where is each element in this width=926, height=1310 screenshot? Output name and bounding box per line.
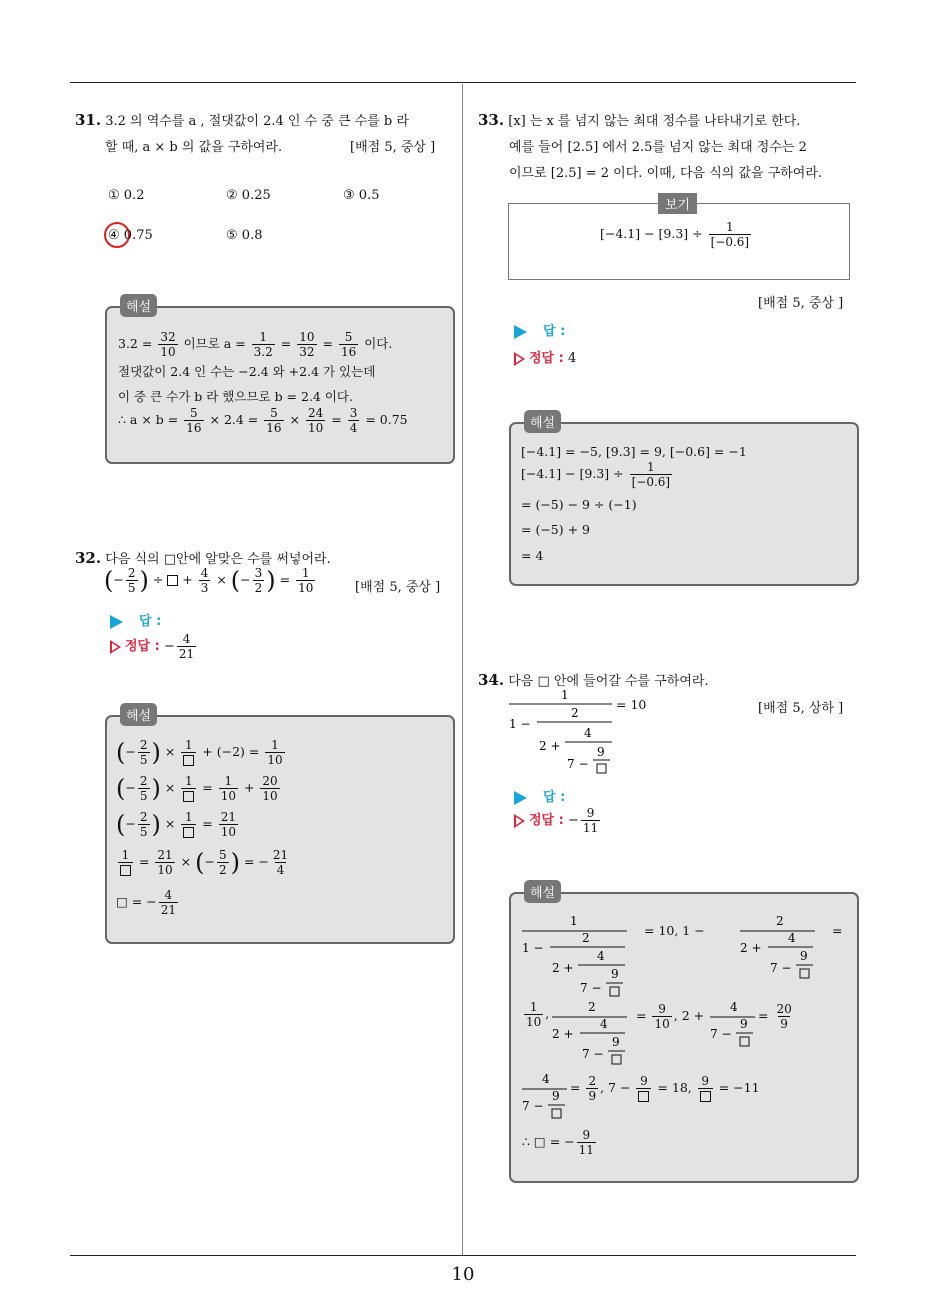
q33-answer-row[interactable]: [514, 320, 565, 339]
q34-expl-row4: ∴ □ = − $\frac{9}{11}$: [522, 1128, 594, 1157]
continued-fraction-6: [522, 1070, 572, 1126]
svg-text:9: 9: [740, 1017, 748, 1031]
q33-expl-line2: [−4.1] − [9.3] ÷ $\frac{1}{[-0.6]}$: [521, 460, 671, 489]
fraction: $\frac{3}{4}$: [349, 406, 358, 435]
svg-text:2: 2: [776, 914, 784, 928]
play-outline-icon: [110, 640, 121, 654]
svg-text:7 −: 7 −: [770, 961, 792, 975]
q34-expl-row1-frac: [522, 912, 632, 1008]
q32-correct-row: 정답 : − $\frac{4}{21}$: [110, 632, 198, 661]
q34-explanation-tag: 해설: [524, 880, 561, 903]
bottom-rule: [70, 1255, 856, 1256]
correct-label: 정답 :: [125, 639, 160, 654]
q32-grade: [배점 5, 중상 ]: [355, 580, 441, 595]
q32-explanation-tag: 해설: [120, 703, 157, 726]
q32-number: 32.: [75, 549, 102, 567]
q33-grade: [배점 5, 중상 ]: [758, 296, 844, 311]
svg-text:9: 9: [800, 949, 808, 963]
answer-label: 답 :: [543, 324, 566, 339]
q33-correct-row: [514, 347, 576, 366]
svg-text:9: 9: [611, 967, 619, 981]
q34-expl-row2-frac: [552, 998, 632, 1074]
column-divider: [462, 84, 463, 1256]
q34-expl-row1-end: =: [832, 923, 843, 938]
q34-line1: [478, 670, 709, 689]
q31-number: 31.: [75, 111, 102, 129]
q33-number: 33.: [478, 111, 505, 129]
q31-expl-line1: 3.2 = $\frac{32}{10}$ 이므로 a = $\frac{1}{3.2}$ = $\frac{10}{32}$ = $\frac{5}{16}$ 이다.: [118, 330, 393, 359]
correct-label: 정답 :: [529, 351, 564, 366]
q32-expl-line4: 1 = $\frac{21}{10}$ × (− $\frac{5}{2}$ ) = − $\frac{21}{4}$: [116, 848, 292, 877]
q34-answer-row[interactable]: [514, 786, 565, 805]
choice-mark: ⑤: [226, 228, 238, 243]
fraction: $\frac{32}{10}$: [160, 330, 176, 359]
q31-choice-5[interactable]: [226, 228, 262, 243]
q31-explanation-tag: 해설: [120, 294, 157, 317]
q33-explanation-tag: 해설: [524, 410, 561, 433]
q31-expl-line4: ∴ a × b = $\frac{5}{16}$ × 2.4 = $\frac{5}{16}$ × $\frac{24}{10}$ = $\frac{3}{4}$ = 0.75: [118, 406, 408, 435]
svg-text:2 +: 2 +: [539, 739, 561, 753]
choice-text: 0.2: [123, 188, 145, 203]
continued-fraction-5: [710, 998, 760, 1054]
fraction: $\frac{10}{32}$: [299, 330, 315, 359]
play-icon: [514, 791, 527, 805]
svg-text:7 −: 7 −: [710, 1027, 732, 1041]
q33-example-expr: [−4.1] − [9.3] ÷ $\frac{1}{[-0.6]}$: [600, 220, 750, 249]
q33-example-tag: 보기: [658, 193, 697, 214]
q33-text3: 이므로 [2.5] = 2 이다. 이때, 다음 식의 값을 구하여라.: [509, 166, 823, 181]
q34-equation-rhs: = 10: [616, 697, 647, 712]
q34-expl-row2-a: $\frac{1}{10}$ ,: [526, 1000, 550, 1029]
q33-expl-line5: = 4: [521, 548, 544, 563]
play-icon: [514, 325, 527, 339]
q32-expl-line2: (− $\frac{2}{5}$ ) × 1 = $\frac{1}{10}$ + $\frac{20}{10}$: [116, 774, 278, 803]
q34-expl-row2-c: = $\frac{20}{9}$: [758, 1002, 792, 1031]
svg-text:7 −: 7 −: [567, 757, 589, 771]
svg-text:2: 2: [582, 931, 590, 945]
fraction: $\frac{5}{16}$: [266, 406, 282, 435]
svg-text:4: 4: [788, 931, 796, 945]
continued-fraction-4: [552, 998, 632, 1070]
svg-text:9: 9: [552, 1089, 560, 1103]
q33-expl-line1: [−4.1] = −5, [9.3] = 9, [−0.6] = −1: [521, 444, 747, 459]
q32-expl-line5: □ = − $\frac{4}{21}$: [116, 888, 176, 917]
svg-text:7 −: 7 −: [580, 981, 602, 995]
q33-text1: [x] 는 x 를 넘지 않는 최대 정수를 나타내기로 한다.: [508, 114, 801, 129]
answer-label: 답 :: [139, 614, 162, 629]
top-rule: [70, 82, 856, 83]
svg-text:4: 4: [730, 1000, 738, 1014]
correct-fraction: $\frac{9}{11}$: [582, 806, 599, 835]
q32-expl-line1: (− $\frac{2}{5}$ ) × 1 + (−2) = $\frac{1}{10}$: [116, 738, 283, 767]
svg-text:7 −: 7 −: [582, 1047, 604, 1061]
q33-line1: [478, 110, 800, 129]
q33-text2: 예를 들어 [2.5] 에서 2.5를 넘지 않는 최대 정수는 2: [509, 140, 807, 155]
svg-text:4: 4: [584, 726, 592, 740]
q31-choice-3[interactable]: [343, 188, 379, 203]
fraction: $\frac{5}{16}$: [186, 406, 202, 435]
choice-mark: ②: [226, 188, 238, 203]
q31-text1: 3.2 의 역수를 a , 절댓값이 2.4 인 수 중 큰 수를 b 라: [105, 114, 409, 129]
page-number: 10: [451, 1264, 475, 1285]
q31-choice-2[interactable]: [226, 188, 271, 203]
svg-text:9: 9: [612, 1035, 620, 1049]
q34-expl-row3-frac: [522, 1070, 572, 1130]
play-icon: [110, 615, 123, 629]
svg-text:2 +: 2 +: [552, 1027, 574, 1041]
choice-text: 0.8: [241, 228, 263, 243]
q34-grade: [배점 5, 상하 ]: [758, 701, 844, 716]
q32-line1: [75, 548, 331, 567]
choice-text: 0.25: [241, 188, 271, 203]
svg-text:9: 9: [597, 745, 605, 759]
choice-mark: ④: [108, 228, 120, 243]
correct-label: 정답 :: [529, 813, 564, 828]
q33-correct-value: 4: [567, 351, 577, 366]
choice-mark: ①: [108, 188, 120, 203]
choice-text: 0.75: [123, 228, 153, 243]
svg-text:1: 1: [570, 914, 578, 928]
q34-correct-row: 정답 : − $\frac{9}{11}$: [514, 806, 602, 835]
q32-expl-line3: (− $\frac{2}{5}$ ) × 1 = $\frac{21}{10}$: [116, 810, 236, 839]
q33-expl-line3: = (−5) − 9 ÷ (−1): [521, 497, 637, 512]
q31-expl-line3: 이 중 큰 수가 b 라 했으므로 b = 2.4 이다.: [118, 389, 353, 404]
blank-box: [167, 575, 178, 586]
q34-number: 34.: [478, 671, 505, 689]
q31-text2: 할 때, a × b 의 값을 구하여라.: [105, 140, 283, 155]
svg-text:2 +: 2 +: [552, 961, 574, 975]
q31-grade: [배점 5, 중상 ]: [350, 140, 436, 155]
svg-text:4: 4: [542, 1072, 550, 1086]
q34-text1: 다음 □ 안에 들어갈 수를 구하여라.: [508, 674, 709, 689]
q32-answer-row[interactable]: [110, 610, 161, 629]
q34-expl-row1-mid: = 10, 1 −: [644, 923, 705, 938]
svg-text:1 −: 1 −: [522, 941, 544, 955]
continued-fraction-3: [740, 912, 820, 984]
q32-equation: (− $\frac{2}{5}$ ) ÷ + $\frac{4}{3}$ × (− $\frac{3}{2}$ ) = $\frac{1}{10}$: [104, 566, 314, 595]
q31-choice-1[interactable]: [108, 188, 144, 203]
fraction: $\frac{24}{10}$: [308, 406, 324, 435]
play-outline-icon: [514, 352, 525, 366]
q34-expl-row2-frac2: [710, 998, 760, 1058]
svg-text:7 −: 7 −: [522, 1099, 544, 1113]
q33-expl-line4: = (−5) + 9: [521, 522, 591, 537]
svg-text:1: 1: [561, 688, 569, 702]
q31-line1: [75, 110, 409, 129]
fraction: $\frac{1}{3.2}$: [253, 330, 273, 359]
correct-fraction: $\frac{4}{21}$: [178, 632, 195, 661]
svg-text:2 +: 2 +: [740, 941, 762, 955]
q31-expl-line2: 절댓값이 2.4 인 수는 −2.4 와 +2.4 가 있는데: [118, 364, 376, 379]
q34-expl-row3-rest: = $\frac{2}{9}$ , 7 − 9 = 18, 9 = −11: [570, 1074, 760, 1103]
q32-text1: 다음 식의 □안에 알맞은 수를 써넣어라.: [105, 552, 331, 567]
play-outline-icon: [514, 814, 525, 828]
svg-text:2: 2: [588, 1000, 596, 1014]
continued-fraction-2: [522, 912, 632, 1004]
answer-label: 답 :: [543, 790, 566, 805]
choice-mark: ③: [343, 188, 355, 203]
q31-choice-4[interactable]: [108, 228, 153, 243]
q34-expl-row2-b: = $\frac{9}{10}$ , 2 +: [636, 1002, 705, 1031]
svg-text:2: 2: [571, 706, 579, 720]
q34-expl-row1-frac2: [740, 912, 820, 988]
svg-text:1 −: 1 −: [509, 717, 531, 731]
fraction: $\frac{5}{16}$: [340, 330, 357, 359]
svg-text:4: 4: [600, 1017, 608, 1031]
svg-text:4: 4: [597, 949, 605, 963]
choice-text: 0.5: [358, 188, 380, 203]
